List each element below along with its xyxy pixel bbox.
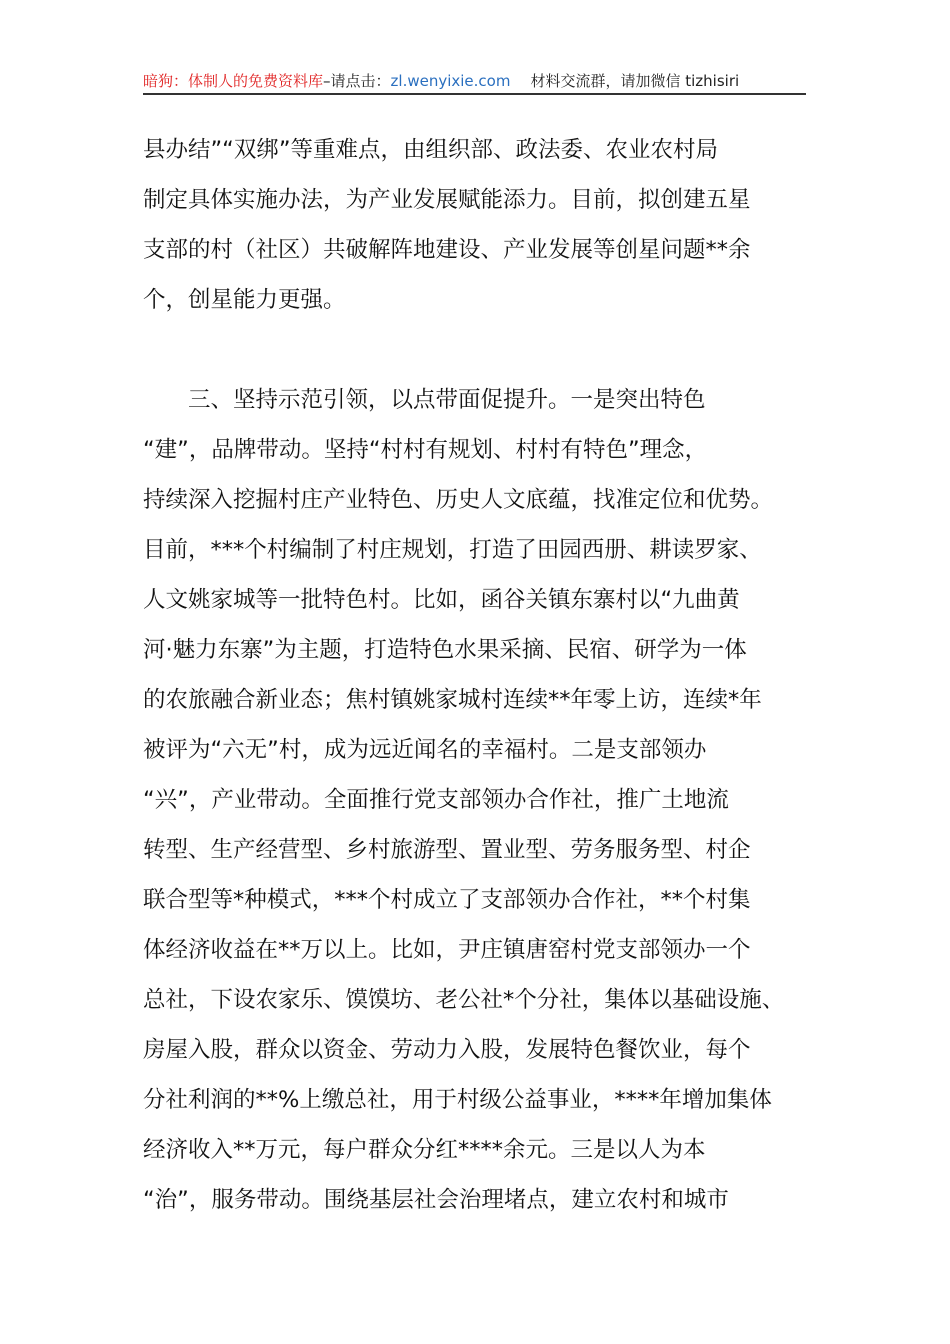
paragraph-1 <box>143 125 823 325</box>
header-divider <box>143 93 806 95</box>
text-line: 联合型等*种模式，***个村成立了支部领办合作社，**个村集 <box>143 887 751 913</box>
paragraph-2 <box>143 375 823 1225</box>
text-line: 被评为“六无”村，成为远近闻名的幸福村。二是支部领办 <box>143 737 707 763</box>
text-line: 持续深入挖掘村庄产业特色、历史人文底蕴，找准定位和优势。 <box>143 487 774 513</box>
header-contact: 材料交流群，请加微信 tizhisiri <box>530 72 740 90</box>
text-line: 的农旅融合新业态；焦村镇姚家城村连续**年零上访，连续*年 <box>143 687 762 713</box>
text-line: 河·魅力东寨”为主题，打造特色水果采摘、民宿、研学为一体 <box>143 637 747 663</box>
text-line: 三、坚持示范引领，以点带面促提升。一是突出特色 <box>143 387 706 413</box>
text-line: “建”，品牌带动。坚持“村村有规划、村村有特色”理念， <box>143 437 708 463</box>
header-prompt: –请点击： <box>323 72 391 90</box>
text-line: 房屋入股，群众以资金、劳动力入股，发展特色餐饮业，每个 <box>143 1037 751 1063</box>
text-line: “治”，服务带动。围绕基层社会治理堵点，建立农村和城市 <box>143 1187 729 1213</box>
text-line: 总社，下设农家乐、馍馍坊、老公社*个分社，集体以基础设施、 <box>143 987 785 1013</box>
text-line: 转型、生产经营型、乡村旅游型、置业型、劳务服务型、村企 <box>143 837 751 863</box>
text-line: “兴”，产业带动。全面推行党支部领办合作社，推广土地流 <box>143 787 729 813</box>
header-link[interactable]: zl.wenyixie.com <box>390 72 511 90</box>
text-line: 分社利润的**%上缴总社，用于村级公益事业，****年增加集体 <box>143 1087 772 1113</box>
text-line: 人文姚家城等一批特色村。比如，函谷关镇东寨村以“九曲黄 <box>143 587 740 613</box>
document-body <box>143 125 823 1225</box>
text-line: 经济收入**万元，每户群众分红****余元。三是以人为本 <box>143 1137 706 1163</box>
header-brand: 暗狗：体制人的免费资料库 <box>143 72 324 90</box>
paragraph-gap <box>143 325 823 375</box>
text-line: 目前，***个村编制了村庄规划，打造了田园西册、耕读罗家、 <box>143 537 762 563</box>
text-line: 县办结”“双绑”等重难点，由组织部、政法委、农业农村局 <box>143 137 718 163</box>
text-line: 体经济收益在**万以上。比如，尹庄镇唐窑村党支部领办一个 <box>143 937 751 963</box>
text-line: 制定具体实施办法，为产业发展赋能添力。目前，拟创建五星 <box>143 187 751 213</box>
text-line: 支部的村（社区）共破解阵地建设、产业发展等创星问题**余 <box>143 237 751 263</box>
text-line: 个，创星能力更强。 <box>143 287 346 313</box>
page-header <box>143 70 805 92</box>
